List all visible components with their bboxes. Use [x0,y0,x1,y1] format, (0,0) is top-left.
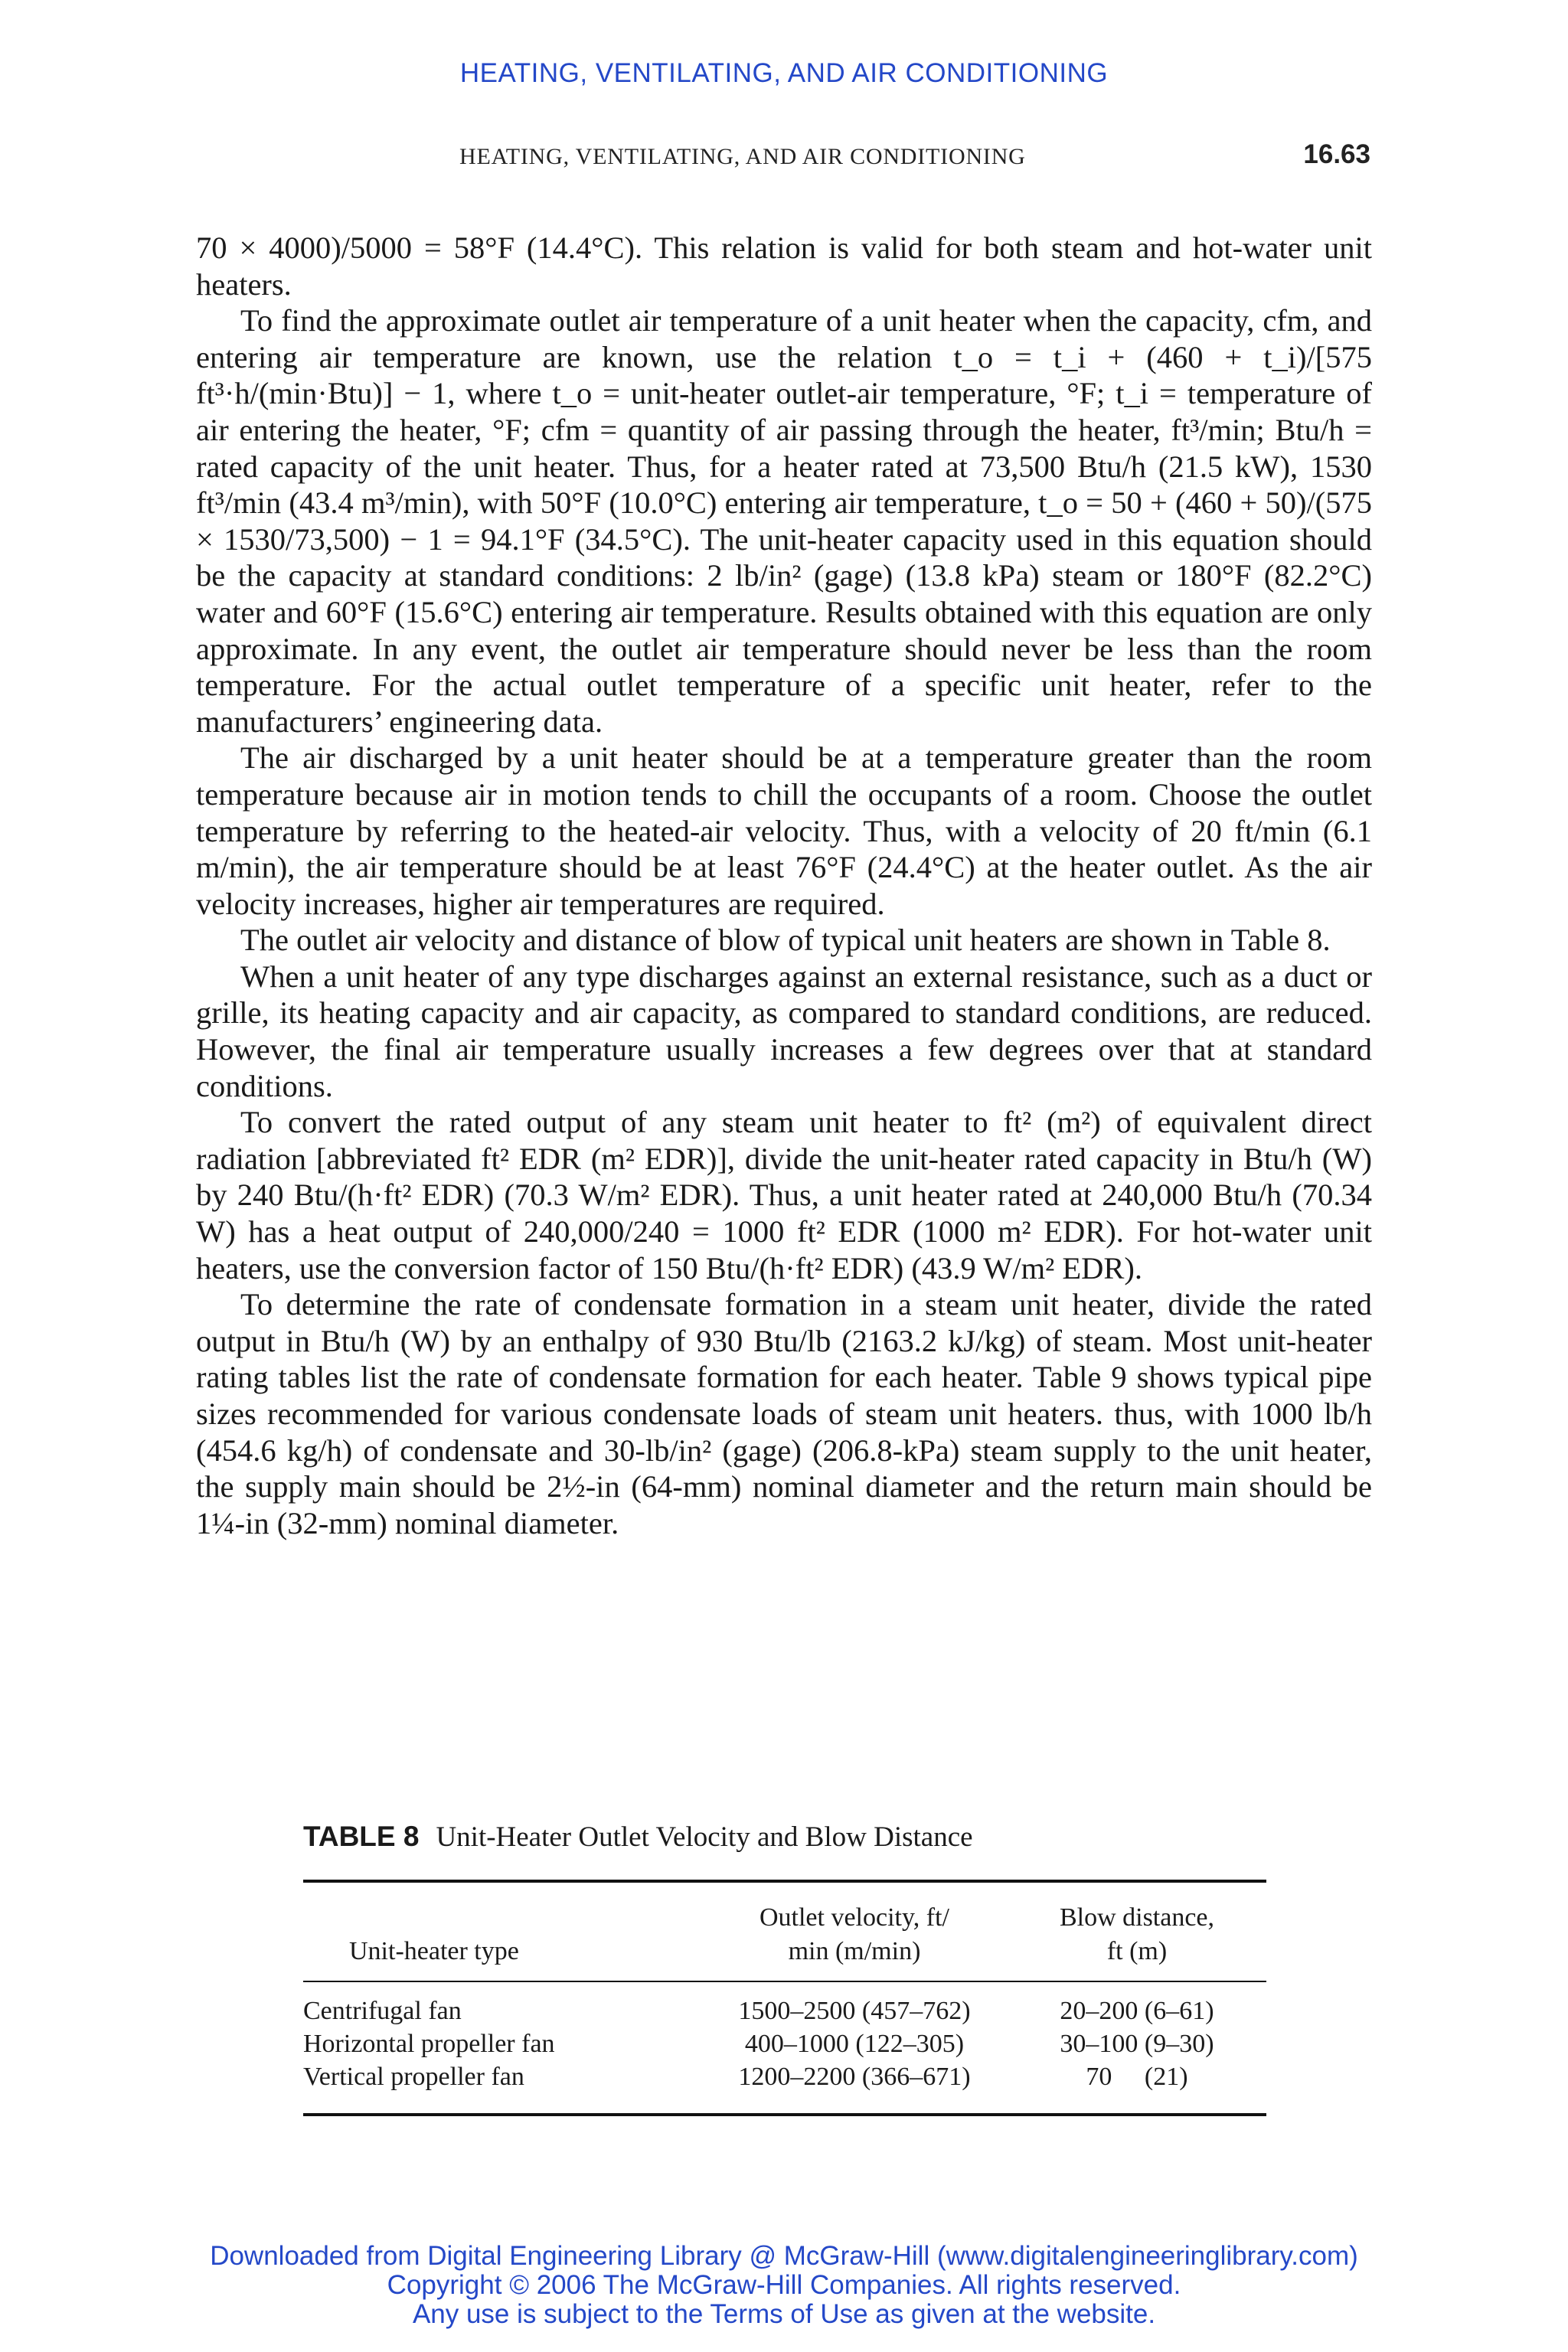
cell-blow: 70 (21) [1086,2063,1188,2091]
paragraph-6: To convert the rated output of any steam unit heater to ft² (m²) of equivalent direct radiation [abbreviated ft² EDR (m² EDR)], divide the unit-heater rated capacity in Btu/h (W) by 240 Btu/(h·ft² EDR) (70.3 W/m² EDR). Thus, a unit heater rated at 240,000 Btu/h (70.34 W) has a heat output of 240,000/240 = 1000 ft² EDR (1000 m² EDR). For hot-water unit heaters, use the conversion factor of 150 Btu/(h·ft² EDR) (43.9 W/m² EDR). [196,1105,1372,1285]
cell-velocity: 1500–2500 (457–762) [738,1997,971,2025]
cell-type: Horizontal propeller fan [303,2030,555,2058]
table-caption [303,1821,973,1854]
header-outlet-velocity: Outlet velocity, ft/ min (m/min) [701,1881,1008,1981]
cell-type: Vertical propeller fan [303,2063,524,2091]
chapter-banner-link[interactable]: HEATING, VENTILATING, AND AIR CONDITIONING [459,58,1109,88]
table-row [303,2027,1266,2060]
unit-heater-table [303,1880,1266,2116]
cell-blow: 20–200 (6–61) [1060,1997,1214,2025]
table-label: TABLE 8 [303,1821,420,1852]
cell-type: Centrifugal fan [303,1997,462,2025]
paragraph-5: When a unit heater of any type discharges against an external resistance, such as a duct or grille, its heating capacity and air capacity, as compared to standard conditions, are reduced. However, the final air temperature usually increases a few degrees over that at standard conditions. [196,959,1372,1103]
cell-velocity: 1200–2200 (366–671) [738,2063,971,2091]
paragraph-3: The air discharged by a unit heater should be at a temperature greater than the room temperature because air in motion tends to chill the occupants of a room. Choose the outlet temperature by referring to the heated-air velocity. Thus, with a velocity of 20 ft/min (6.1 m/min), the air temperature should be at least 76°F (24.4°C) at the heater outlet. As the air velocity increases, higher air temperatures are required. [196,740,1372,921]
running-head-title: HEATING, VENTILATING, AND AIR CONDITIONING [459,144,1026,169]
table-row [303,1981,1266,2027]
body-text [196,230,1372,1541]
paragraph-4: The outlet air velocity and distance of blow of typical unit heaters are shown in Table 8. [240,923,1331,958]
table-row [303,2060,1266,2115]
page-number: 16.63 [1303,139,1370,169]
footer-copyright: Copyright © 2006 The McGraw-Hill Companies. All rights reserved. [387,2270,1181,2300]
footer-terms-link[interactable]: Any use is subject to the Terms of Use as given at the website. [412,2299,1156,2329]
paragraph-7: To determine the rate of condensate formation in a steam unit heater, divide the rated output in Btu/h (W) by an enthalpy of 930 Btu/lb (2163.2 kJ/kg) of steam. Most unit-heater rating tables list the rate of condensate formation for each heater. Table 9 shows typical pipe sizes recommended for various condensate loads of steam unit heaters. thus, with 1000 lb/h (454.6 kg/h) of condensate and 30-lb/in² (gage) (206.8-kPa) steam supply to the unit heater, the supply main should be 2½-in (64-mm) nominal diameter and the return main should be 1¼-in (32-mm) nominal diameter. [196,1287,1372,1540]
download-footer [0,2242,1568,2329]
outlet-temperature-formula: t_o = t_i + (460 + t_i)/[575 ft³·h/(min·Btu)] − 1 [196,339,1372,411]
paragraph-1: 70 × 4000)/5000 = 58°F (14.4°C). This relation is valid for both steam and hot-water unit heaters. [196,230,1372,302]
paragraph-2: To find the approximate outlet air temperature of a unit heater when the capacity, cfm, and entering air temperature are known, use the relation t_o = t_i + (460 + t_i)/[575 ft³·h/(min·Btu)] − 1, where t_o = unit-heater outlet-air temperature, °F; t_i = temperature of air entering the heater, °F; cfm = quantity of air passing through the heater, ft³/min; Btu/h = rated capacity of the unit heater. Thus, for a heater rated at 73,500 Btu/h (21.5 kW), 1530 ft³/min (43.4 m³/min), with 50°F (10.0°C) entering air temperature, t_o = 50 + (460 + 50)/(575 × 1530/73,500) − 1 = 94.1°F (34.5°C). The unit-heater capacity used in this equation should be the capacity at standard conditions: 2 lb/in² (gage) (13.8 kPa) steam or 180°F (82.2°C) water and 60°F (15.6°C) entering air temperature. Results obtained with this equation are only approximate. In any event, the outlet air temperature should never be less than the room temperature. For the actual outlet temperature of a specific unit heater, refer to the manufacturers’ engineering data. [196,303,1372,739]
header-blow-distance: Blow distance, ft (m) [1008,1881,1266,1981]
footer-download-link[interactable]: Downloaded from Digital Engineering Library @ McGraw-Hill (www.digitalengineeringlibrary.com) [210,2241,1358,2271]
cell-velocity: 400–1000 (122–305) [744,2030,965,2058]
cell-blow: 30–100 (9–30) [1060,2030,1214,2058]
header-unit-heater-type: Unit-heater type [303,1881,701,1981]
table-header-row [303,1881,1266,1981]
table-title: Unit-Heater Outlet Velocity and Blow Distance [436,1821,973,1853]
